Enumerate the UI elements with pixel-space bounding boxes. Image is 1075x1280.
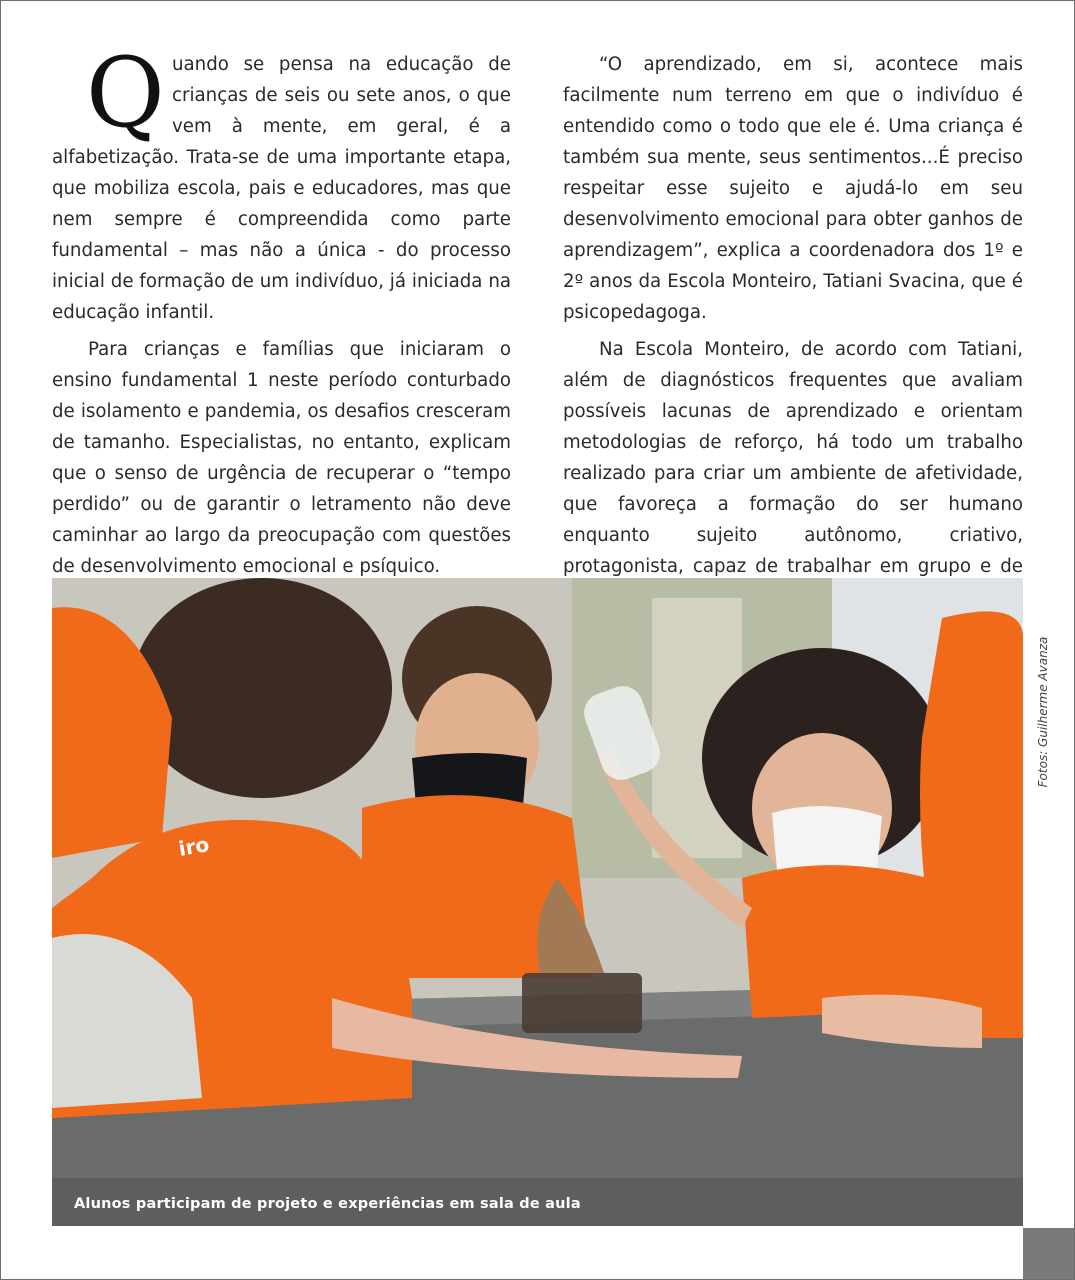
left-paragraph-2: Para crianças e famílias que iniciaram o ensino fundamental 1 neste período conturbado de isolamento e pandemia, os desafios cresceram de tamanho. Especialistas, no entanto, explicam que o senso de urgência de recuperar o “tempo perdido” ou de garantir o letramento não deve caminhar ao largo da preocupação com questões de desenvolvimento emocional e psíquico.	[52, 339, 511, 577]
right-column	[563, 49, 1023, 619]
right-paragraph-2: Na Escola Monteiro, de acordo com Tatiani, além de diagnósticos frequentes que avaliam possíveis lacunas de aprendizado e orientam metodologias de reforço, há todo um trabalho realizado para criar um ambiente de afetividade, que favoreça a formação do ser humano enquanto sujeito autônomo, criativo, protagonista, capaz de trabalhar em grupo e de	[563, 339, 1023, 577]
shirt-lettering: iro	[176, 831, 211, 861]
photo-caption: Alunos participam de projeto e experiências em sala de aula	[74, 1196, 581, 1212]
intro-paragraph-text: uando se pensa na educação de crianças de seis ou sete anos, o que vem à mente, em geral, é a alfabetização. Trata-se de uma importante etapa, que mobiliza escola, pais e educadores, mas que nem sempre é compreendida como parte fundamental – mas não a única - do processo inicial de formação de um indivíduo, já iniciada na educação infantil.	[52, 54, 511, 323]
left-column	[52, 37, 511, 588]
plant-container	[522, 973, 642, 1033]
classroom-photo-illustration	[52, 578, 1023, 1226]
classroom-photo	[52, 578, 1023, 1226]
drop-cap: Q	[86, 37, 165, 149]
quote-paragraph: “O aprendizado, em si, acontece mais facilmente num terreno em que o indivíduo é entendido como o todo que ele é. Uma criança é também sua mente, seus sentimentos...É preciso respeitar esse sujeito e ajudá-lo em seu desenvolvimento emocional para obter ganhos de aprendizagem”, explica a coordenadora dos 1º e 2º anos da Escola Monteiro, Tatiani Svacina, que é psicopedagoga.	[563, 54, 1023, 323]
intro-paragraph	[52, 37, 511, 328]
photo-credit-text: Fotos: Guilherme Avanza	[1036, 636, 1050, 788]
photo-credit	[1034, 632, 1052, 792]
girl-left-hair	[132, 578, 392, 798]
page-corner-block	[1023, 1228, 1074, 1279]
